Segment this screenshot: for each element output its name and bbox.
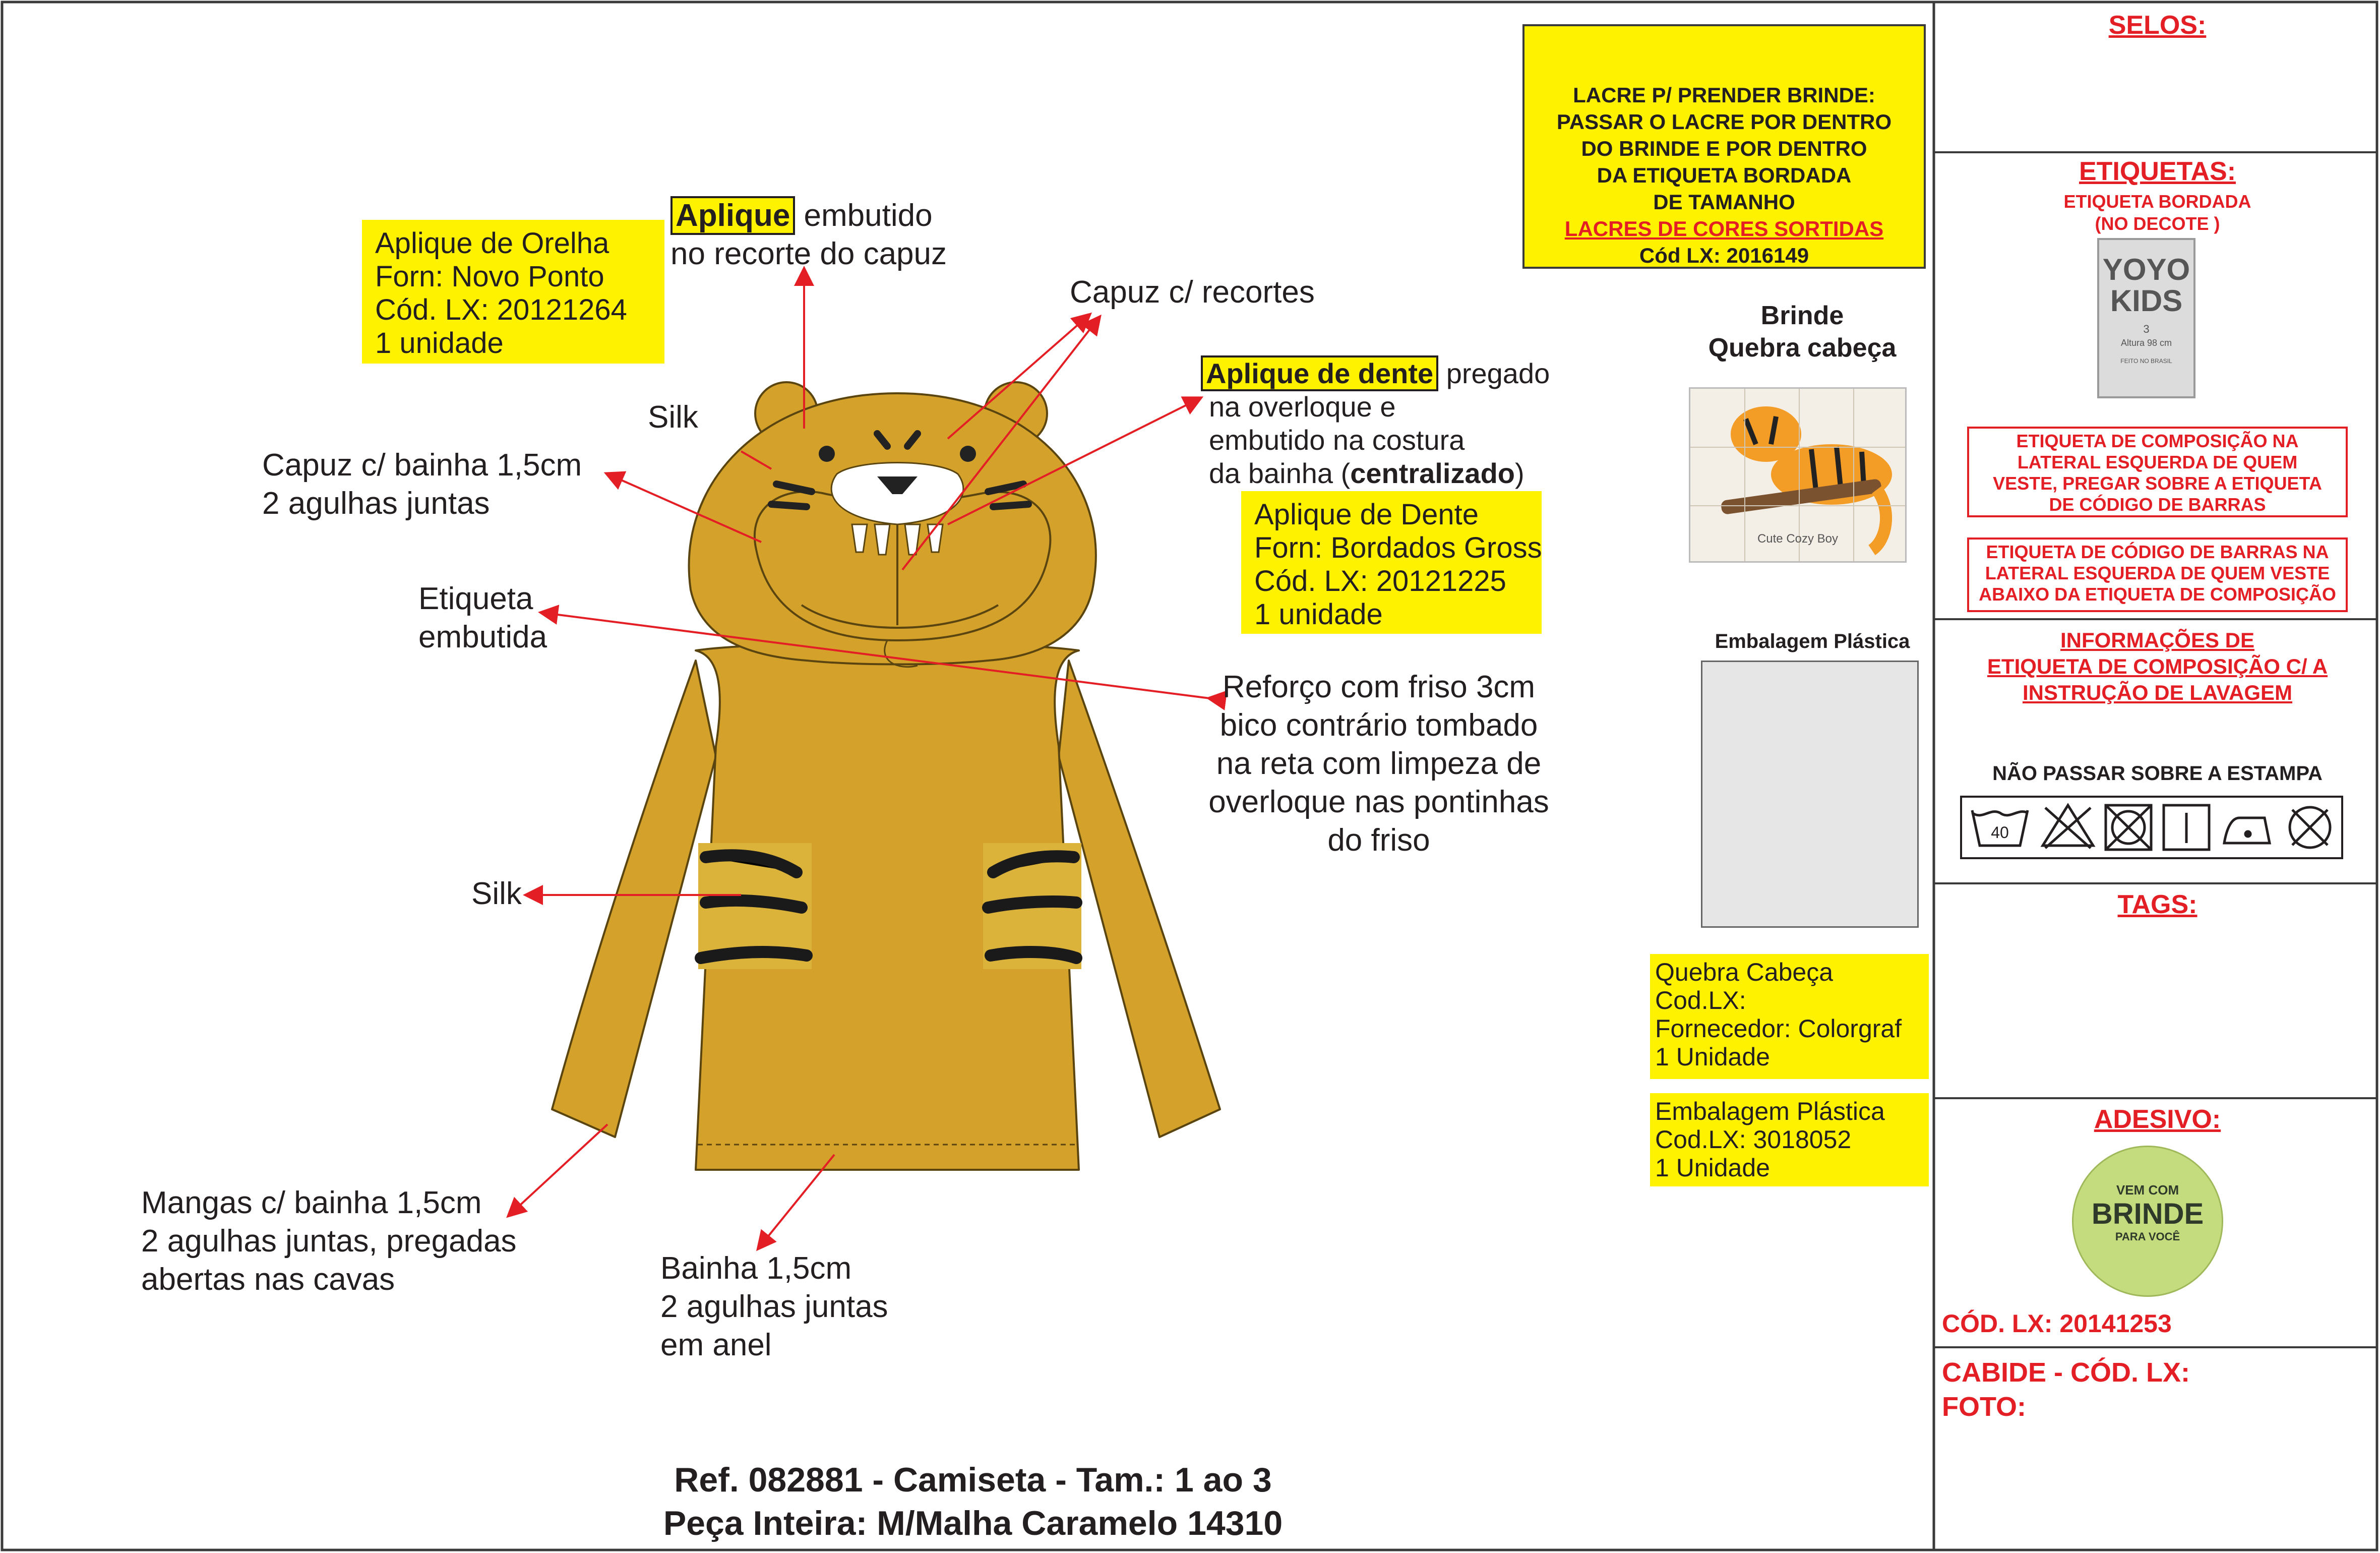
reforco-line2: bico contrário tombado [1219,708,1538,743]
dente-line3: embutido na costura [1209,424,1465,456]
selos-title: SELOS: [2108,11,2207,40]
sticker-line3: PARA VOCÊ [2115,1230,2180,1243]
lacre-code: Cód LX: 2016149 [1639,244,1809,267]
etiqueta-line2: embutida [418,620,547,654]
bainha-line2: 2 agulhas juntas [660,1289,888,1324]
cabide-foto [1942,1355,2190,1424]
box-quebra-cabeca: Quebra Cabeça Cod.LX: Fornecedor: Colorgraf 1 Unidade [1650,954,1929,1079]
annotation-reforco [1192,668,1565,860]
mangas-line3: abertas nas cavas [141,1262,395,1297]
barras-note: ETIQUETA DE CÓDIGO DE BARRAS NA LATERAL ESQUERDA DE QUEM VESTE ABAIXO DA ETIQUETA DE COMPOSIÇÃO [1967,537,2348,612]
annotation-aplique [670,197,947,273]
dente-highlight: Aplique de dente [1201,355,1438,391]
annotation-mangas [141,1184,517,1299]
label-made: FEITO NO BRASIL [2120,357,2172,365]
annotation-dente [1201,357,1550,490]
embalagem-bag [1701,661,1919,928]
line-dry-icon [2164,805,2209,850]
mangas-line2: 2 agulhas juntas, pregadas [141,1224,517,1259]
footer-line1: Ref. 082881 - Camiseta - Tam.: 1 ao 3 [674,1461,1272,1499]
annotation-silk-top: Silk [648,400,698,435]
label-height: Altura 98 cm [2120,338,2172,348]
puzzle-image [1689,387,1907,563]
adesivo-title: ADESIVO: [2094,1105,2221,1134]
aplique-highlight: Aplique [670,196,795,235]
sticker-brinde [2072,1146,2223,1297]
adesivo-code: CÓD. LX: 20141253 [1942,1309,2172,1338]
puzzle-caption: Cute Cozy Boy [1757,532,1839,546]
sticker-line1: VEM COM [2116,1182,2179,1198]
foto-label: FOTO: [1942,1392,2026,1422]
wash-temp-label: 40 [1991,823,2009,842]
nao-passar-note: NÃO PASSAR SOBRE A ESTAMPA [1992,762,2323,785]
no-bleach-icon [2043,805,2093,848]
iron-low-icon [2224,818,2270,843]
capuz-bainha-line2: 2 agulhas juntas [262,486,490,521]
footer-line2: Peça Inteira: M/Malha Caramelo 14310 [663,1504,1283,1542]
box-aplique-orelha: Aplique de Orelha Forn: Novo Ponto Cód. LX: 20121264 1 unidade [362,220,664,364]
mangas-line1: Mangas c/ bainha 1,5cm [141,1185,482,1220]
sticker-line2: BRINDE [2091,1198,2204,1230]
box-lacre: LACRE P/ PRENDER BRINDE: PASSAR O LACRE POR DENTRO DO BRINDE E POR DENTRO DA ETIQUETA BORDADA DE TAMANHO LACRES DE CORES SORTIDAS Cód LX: 2016149 [1522,24,1926,269]
brand-label [2097,238,2195,398]
aplique-line2: no recorte do capuz [670,236,947,271]
label-brand-2: KIDS [2110,284,2183,318]
reforco-line3: na reta com limpeza de [1216,746,1542,781]
etiqueta-bordada-note: ETIQUETA BORDADA (NO DECOTE ) [2063,191,2251,234]
annotation-silk-side: Silk [471,876,522,911]
informacoes-title: INFORMAÇÕES DE ETIQUETA DE COMPOSIÇÃO C/ A INSTRUÇÃO DE LAVAGEM [1987,628,2328,704]
left-eye [819,446,835,462]
annotation-etiqueta [418,580,547,656]
dente-line4: da bainha (centralizado) [1209,457,1524,489]
footer-reference [555,1458,1391,1545]
embalagem-label: Embalagem Plástica [1715,630,1910,652]
annotation-capuz-bainha [262,446,582,523]
brinde-title: Brinde Quebra cabeça [1708,301,1897,363]
reforco-line5: do friso [1327,823,1430,858]
no-dry-clean-icon [2290,807,2330,848]
etiqueta-line1: Etiqueta [418,581,533,616]
cabide-label: CABIDE - CÓD. LX: [1942,1357,2190,1388]
composicao-note: ETIQUETA DE COMPOSIÇÃO NA LATERAL ESQUERDA DE QUEM VESTE, PREGAR SOBRE A ETIQUETA DE CÓDIGO DE BARRAS [1967,427,2348,517]
left-sleeve [552,661,716,1137]
dente-line2: na overloque e [1209,391,1396,423]
capuz-bainha-line1: Capuz c/ bainha 1,5cm [262,448,582,483]
box-aplique-dente: Aplique de Dente Forn: Bordados Gross Cód. LX: 20121225 1 unidade [1241,491,1542,634]
reforco-line1: Reforço com friso 3cm [1222,670,1536,704]
label-size: 3 [2143,323,2150,335]
right-eye [960,446,976,462]
annotation-bainha [660,1249,888,1364]
tags-title: TAGS: [2117,890,2198,919]
label-brand-1: YOYO [2102,253,2190,286]
care-symbols [1960,796,2343,859]
lacre-red-note: LACRES DE CORES SORTIDAS [1564,217,1884,241]
bainha-line1: Bainha 1,5cm [660,1251,852,1286]
annotation-capuz-recortes: Capuz c/ recortes [1070,275,1315,310]
reforco-line4: overloque nas pontinhas [1208,785,1549,819]
etiquetas-title: ETIQUETAS: [2079,157,2236,186]
bainha-line3: em anel [660,1328,772,1362]
no-tumble-dry-icon [2106,805,2151,850]
dente-rest: pregado [1438,357,1550,389]
aplique-rest: embutido [795,198,933,233]
box-embalagem: Embalagem Plástica Cod.LX: 3018052 1 Unidade [1650,1093,1929,1186]
